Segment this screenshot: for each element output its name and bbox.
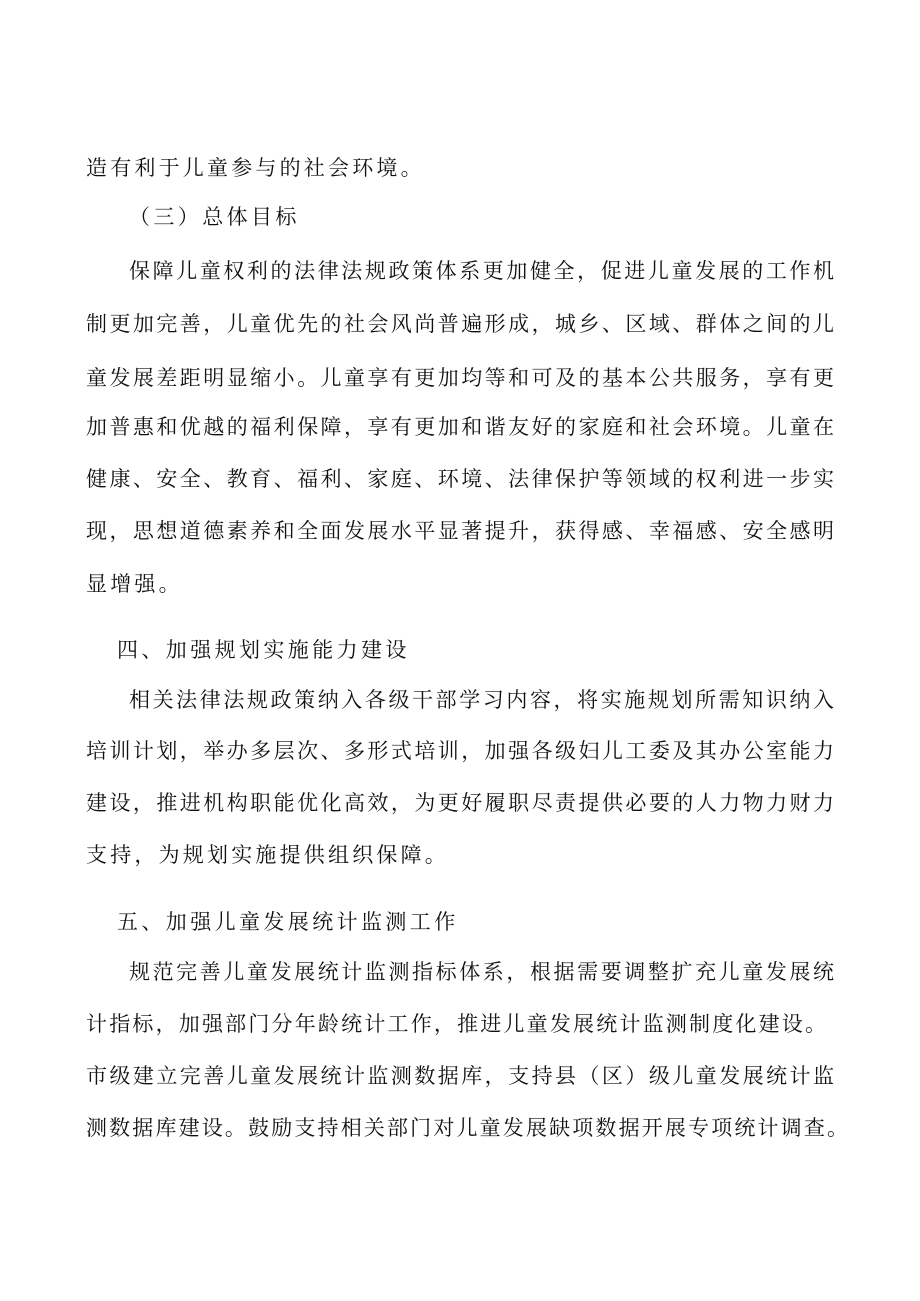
paragraph-line: 规范完善儿童发展统计监测指标体系，根据需要调整扩充儿童发展统 <box>129 960 834 984</box>
paragraph-line: 建设，推进机构职能优化高效，为更好履职尽责提供必要的人力物力财力 <box>86 791 834 815</box>
paragraph-line: 相关法律法规政策纳入各级干部学习内容，将实施规划所需知识纳入 <box>129 688 834 712</box>
paragraph-line: 显增强。 <box>86 572 183 596</box>
paragraph-line: 造有利于儿童参与的社会环境。 <box>86 156 425 180</box>
section-heading: （三）总体目标 <box>129 205 300 229</box>
paragraph-line: 健康、安全、教育、福利、家庭、环境、法律保护等领域的权利进一步实 <box>86 467 834 491</box>
paragraph-line: 支持，为规划实施提供组织保障。 <box>86 843 449 867</box>
paragraph-line: 保障儿童权利的法律法规政策体系更加健全，促进儿童发展的工作机 <box>129 259 834 283</box>
paragraph-line: 加普惠和优越的福利保障，享有更加和谐友好的家庭和社会环境。儿童在 <box>86 415 834 439</box>
paragraph-line: 测数据库建设。鼓励支持相关部门对儿童发展缺项数据开展专项统计调查。 <box>86 1116 848 1140</box>
paragraph-line: 市级建立完善儿童发展统计监测数据库，支持县（区）级儿童发展统计监 <box>86 1064 834 1088</box>
paragraph-line: 培训计划，举办多层次、多形式培训，加强各级妇儿工委及其办公室能力 <box>86 739 834 763</box>
paragraph-line: 现，思想道德素养和全面发展水平显著提升，获得感、幸福感、安全感明 <box>86 519 834 543</box>
paragraph-line: 计指标，加强部门分年龄统计工作，推进儿童发展统计监测制度化建设。 <box>86 1012 826 1036</box>
paragraph-line: 童发展差距明显缩小。儿童享有更加均等和可及的基本公共服务，享有更 <box>86 366 834 390</box>
section-heading: 五、加强儿童发展统计监测工作 <box>117 910 459 934</box>
section-heading: 四、加强规划实施能力建设 <box>117 638 410 662</box>
paragraph-line: 制更加完善，儿童优先的社会风尚普遍形成，城乡、区域、群体之间的儿 <box>86 312 834 336</box>
